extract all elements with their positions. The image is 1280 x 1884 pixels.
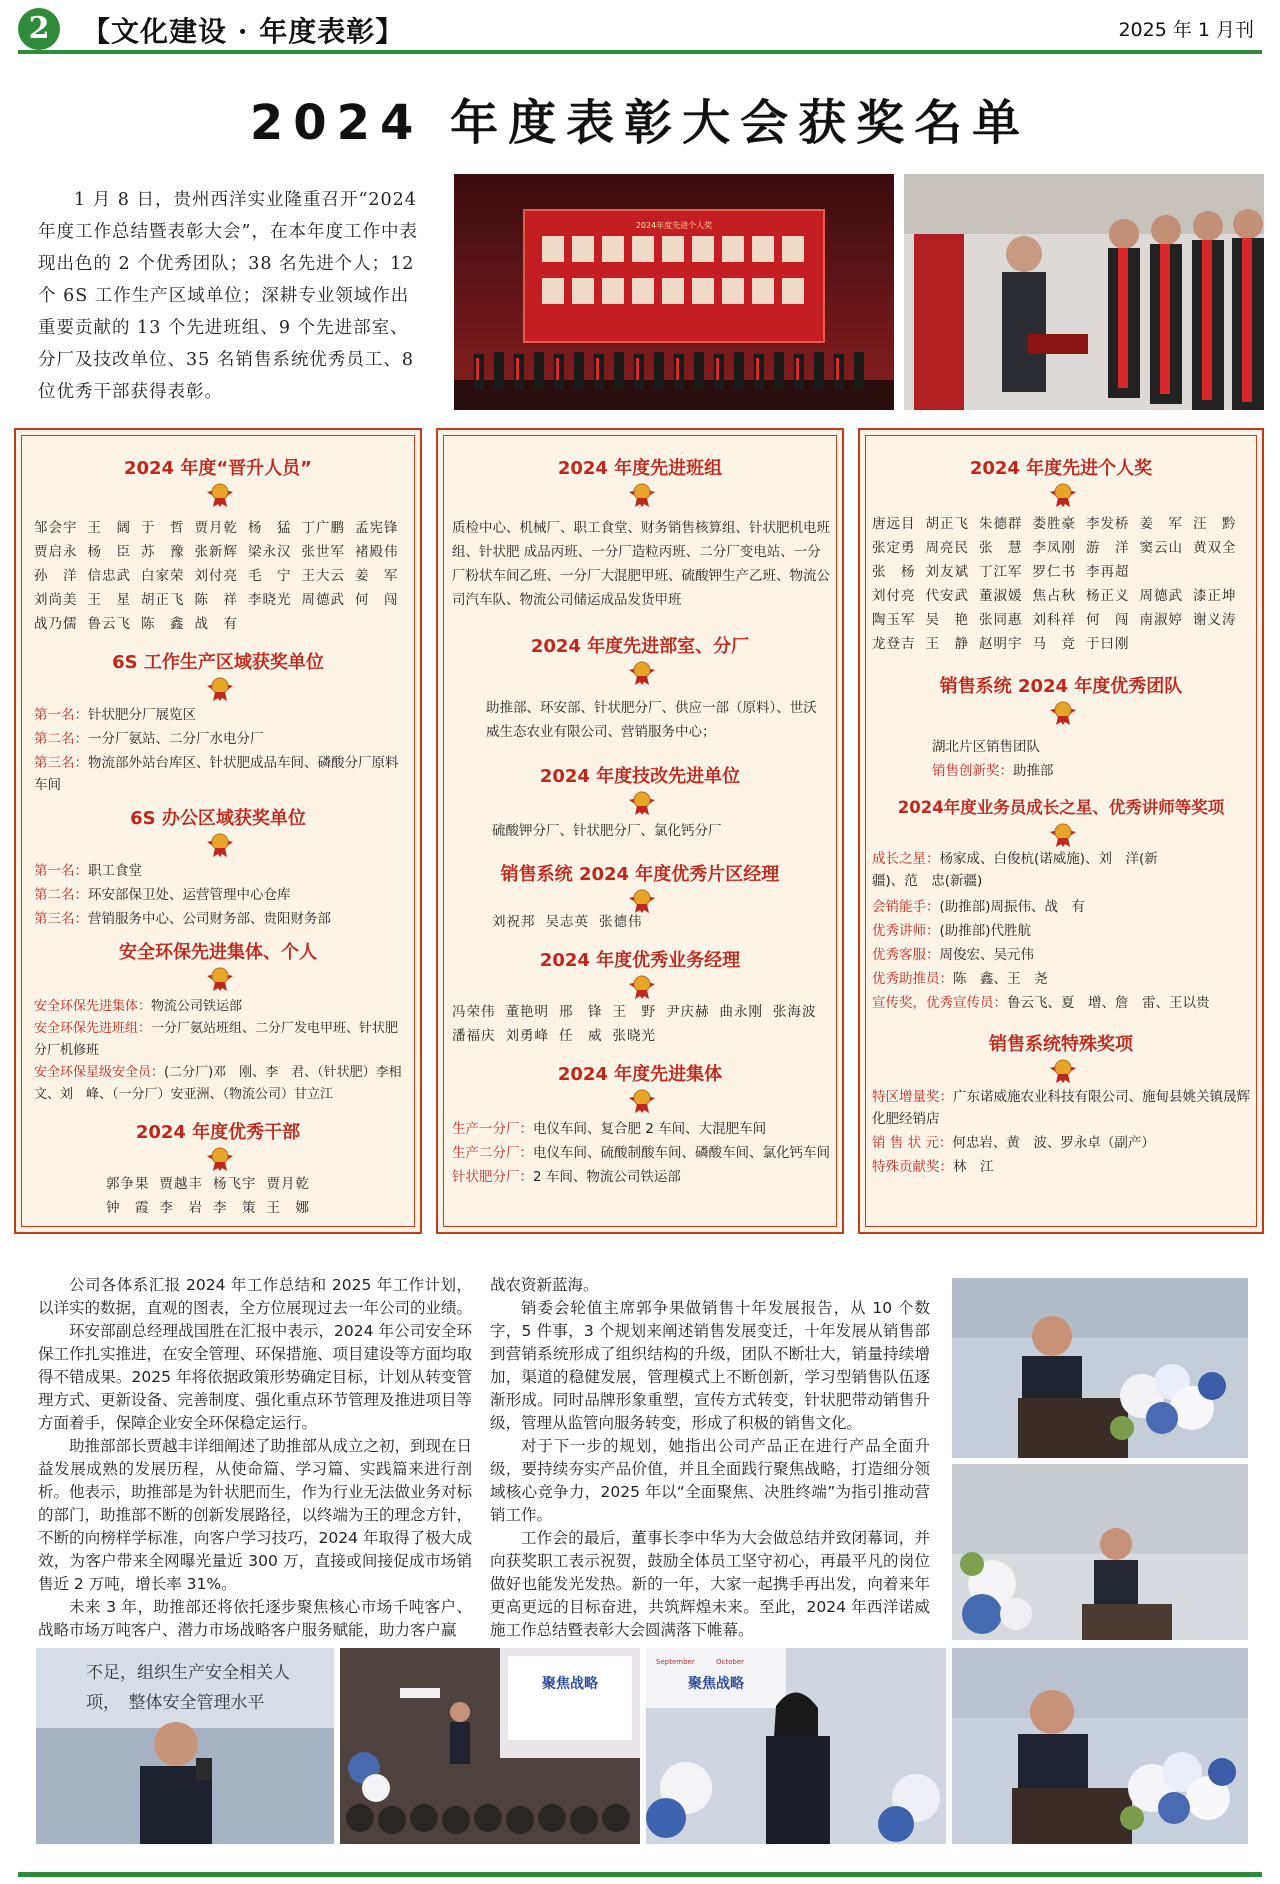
person-name: 于 哲	[141, 520, 185, 536]
person-name: 陈 鑫	[141, 616, 185, 632]
special-increment: 特区增量奖：广东诺威施农业科技有限公司、施甸县姚关镇晟辉化肥经销店	[872, 1089, 1250, 1127]
person-name: 李凤刚	[1032, 540, 1076, 556]
biz-manager-names	[452, 1000, 842, 1048]
speaker-photo-3	[36, 1648, 334, 1844]
article-paragraph: 环安部副总经理战国胜在汇报中表示，2024 年公司安全环保工作扎实推进，在安全管理、环保措施、项目建设等方面均取得不错成果。2025 年将依据政策形势确定目标，计划从转变管理方式、更新设备、完善制度、强化重点环节管理及推进项目等方面着手，保障企业安全环保稳定运行。	[38, 1322, 473, 1432]
biz-manager-title: 2024 年度优秀业务经理	[539, 950, 741, 971]
person-name: 何 闯	[355, 592, 399, 608]
growth-service: 优秀客服：周俊宏、吴元伟	[872, 947, 1034, 963]
person-name: 陶玉军	[872, 612, 916, 628]
intro-paragraph: 1 月 8 日，贵州西洋实业隆重召开“2024 年度工作总结暨表彰大会”，在本年度工作中表现出色的 2 个优秀团队；38 名先进个人；12 个 6S 工作生产区域单位；深耕专业领域作出重要贡献的 13 个先进班组、9 个先进部室、分厂及技改单位、35 名销售系统优秀员工、8 位优秀干部获得表彰。	[38, 190, 418, 402]
name-row	[452, 1000, 842, 1024]
s6-office-first: 第一名：职工食堂	[34, 863, 142, 879]
medal-icon	[205, 1142, 235, 1172]
area-manager-title: 销售系统 2024 年度优秀片区经理	[500, 864, 780, 885]
article-paragraph: 工作会的最后，董事长李中华为大会做总结并致闭幕词，并向获奖职工表示祝贺，鼓励全体员工坚守初心，再最平凡的岗位做好也能发光发热。新的一年，大家一起携手再出发，向着来年更高更远的目标奋进，共筑辉煌未来。至此，2024 年西洋诺威施工作总结暨表彰大会圆满落下帷幕。	[490, 1529, 930, 1639]
name-row	[34, 564, 414, 588]
s6-production-third: 第三名：物流部外站台库区、针状肥成品车间、磷酸分厂原料车间	[34, 755, 399, 793]
s6-office-third: 第三名：营销服务中心、公司财务部、贵阳财务部	[34, 911, 331, 927]
article-paragraph: 公司各体系汇报 2024 年工作总结和 2025 年工作计划，以详实的数据，直观的图表，全方位展现过去一年公司的业绩。	[38, 1276, 473, 1317]
name-row	[872, 632, 1262, 656]
person-name: 刘友斌	[925, 564, 969, 580]
person-name: 王 野	[612, 1004, 656, 1020]
person-name: 尹庆赫	[666, 1004, 710, 1020]
person-name: 赵明宇	[979, 636, 1023, 652]
person-name: 陈 祥	[194, 592, 238, 608]
collective-plant1: 生产一分厂：电仪车间、复合肥 2 车间、大混肥车间	[452, 1121, 767, 1137]
person-name: 姜 军	[355, 568, 399, 584]
person-name: 张德伟	[599, 914, 643, 930]
promoted-title: 2024 年度“晋升人员”	[123, 458, 313, 479]
medal-icon	[627, 656, 657, 686]
page-title: 2024 年度表彰大会获奖名单	[249, 95, 1031, 151]
growth-sales-expert: 会销能手：(助推部)周振伟、战 有	[872, 899, 1086, 915]
medal-icon	[1048, 696, 1078, 726]
person-name: 张晓光	[612, 1028, 656, 1044]
person-name: 刘祝邦	[492, 914, 536, 930]
article-column-middle	[490, 1274, 930, 1642]
tech-list: 硫酸钾分厂、针状肥分厂、氯化钙分厂	[492, 823, 722, 839]
person-name: 刘付亮	[872, 588, 916, 604]
name-row	[34, 516, 414, 540]
person-name: 罗仁书	[1032, 564, 1076, 580]
person-name: 杨 臣	[87, 544, 131, 560]
person-name: 何 闯	[1086, 612, 1130, 628]
person-name: 周亮民	[925, 540, 969, 556]
person-name: 孙 洋	[34, 568, 78, 584]
slide-text-line-1: 不足，组织生产安全相关人	[86, 1663, 290, 1683]
page-number-badge: 2	[18, 8, 60, 50]
slide-text-line-2: 项， 整体安全管理水平	[86, 1693, 265, 1713]
person-name: 周德武	[301, 592, 345, 608]
growth-star: 成长之星：杨家成、白俊杭(诺威施)、刘 洋(新疆)、范 忠(新疆)	[872, 851, 1158, 889]
article-paragraph: 助推部部长贾越丰详细阐述了助推部从成立之初，到现在日益发展成熟的发展历程，从使命篇、学习篇、实践篇来进行剖析。他表示，助推部是为针状肥而生，作为行业无法做业务对标的部门，助推部不断的创新发展路径，以终端为王的理念方针，不断的向榜样学标准，向客户学习技巧，2024 年取得了极大成效，为客户带来全网曝光量近 300 万，直接或间接促成市场销售近 2 万吨，增长率 31%。	[38, 1437, 473, 1593]
person-name: 王 静	[925, 636, 969, 652]
growth-title: 2024年度业务员成长之星、优秀讲师等奖项	[897, 798, 1225, 817]
footer-rule	[18, 1872, 1262, 1877]
person-name: 周德武	[1139, 588, 1183, 604]
collective-needle: 针状肥分厂：2 车间、物流公司铁运部	[452, 1169, 681, 1185]
person-name: 战 有	[194, 616, 238, 632]
medal-icon	[1048, 478, 1078, 508]
medal-icon	[1048, 1054, 1078, 1084]
person-name: 漆正坤	[1193, 588, 1237, 604]
s6-office-title: 6S 办公区域获奖单位	[130, 808, 306, 829]
person-name: 贾月乾	[194, 520, 238, 536]
area-manager-names	[492, 910, 832, 934]
person-name: 李 策	[213, 1200, 257, 1216]
screen-title-text: 2024年度先进个人奖	[635, 221, 713, 230]
special-contribution: 特殊贡献奖：林 江	[872, 1159, 994, 1175]
person-name: 游 洋	[1086, 540, 1130, 556]
speaker-photo-1	[952, 1278, 1248, 1458]
medal-icon	[627, 478, 657, 508]
person-name: 曲永刚	[719, 1004, 763, 1020]
person-name: 王 阔	[87, 520, 131, 536]
name-row	[34, 612, 414, 636]
article-column-left	[38, 1274, 472, 1642]
person-name: 马 竞	[1032, 636, 1076, 652]
person-name: 梁永汉	[248, 544, 292, 560]
name-row	[106, 1196, 406, 1220]
calendar-month-1: September	[656, 1658, 695, 1666]
person-name: 吴志英	[545, 914, 589, 930]
special-title: 销售系统特殊奖项	[989, 1034, 1133, 1055]
person-name: 王 娜	[266, 1200, 310, 1216]
person-name: 贾越丰	[159, 1176, 203, 1192]
person-name: 代安武	[925, 588, 969, 604]
person-name: 郭争果	[106, 1176, 150, 1192]
growth-lecturer: 优秀讲师：(助推部)代胜航	[872, 923, 1032, 939]
person-name: 焦占秋	[1032, 588, 1076, 604]
sales-team-winner: 湖北片区销售团队	[932, 739, 1040, 755]
person-name: 刘勇峰	[505, 1028, 549, 1044]
medal-icon	[205, 672, 235, 702]
person-name: 李 岩	[159, 1200, 203, 1216]
person-name: 谢义涛	[1193, 612, 1237, 628]
award-presentation-photo	[904, 174, 1264, 410]
collective-title: 2024 年度先进集体	[557, 1064, 723, 1085]
person-name: 龙登吉	[872, 636, 916, 652]
calendar-headline: 聚焦战略	[688, 1676, 744, 1692]
person-name: 娄胜豪	[1032, 516, 1076, 532]
article-paragraph: 销委会轮值主席郭争果做销售十年发展报告，从 10 个数字，5 件事，3 个规划来阐述销售发展变迁，十年发展从销售部到营销系统形成了组织结构的升级，团队不断壮大，销量持续增加，渠道的稳健发展，管理模式上不断创新，学习型销售队伍逐渐形成。同时品牌形象重塑，宣传方式转变，针状肥带动销售升级，管理从监管向服务转变，形成了积极的销售文化。	[490, 1299, 930, 1432]
person-name: 胡正飞	[925, 516, 969, 532]
sales-innovation-award: 销售创新奖：助推部	[932, 763, 1054, 779]
person-name: 丁广鹏	[301, 520, 345, 536]
person-name: 战乃儒	[34, 616, 78, 632]
person-name: 鲁云飞	[87, 616, 131, 632]
issue-date: 2025 年 1 月刊	[1118, 19, 1254, 41]
safety-collective: 安全环保先进集体：物流公司铁运部	[34, 999, 243, 1014]
safety-team: 安全环保先进班组：一分厂氨站班组、二分厂发电甲班、针状肥分厂机修班	[34, 1021, 399, 1058]
person-name: 潘福庆	[452, 1028, 496, 1044]
person-name: 张世军	[301, 544, 345, 560]
article-paragraph: 对于下一步的规划，她指出公司产品正在进行产品全面升级，要持续夯实产品价值，并且全面践行聚焦战略，打造细分领域核心竞争力，2025 年以“全面聚焦、决胜终端”为指引推动营销工作。	[490, 1437, 930, 1524]
person-name: 王 星	[87, 592, 131, 608]
article-paragraph: 未来 3 年，助推部还将依托逐步聚焦核心市场千吨客户、战略市场万吨客户、潜力市场战略客户服务赋能，助力客户赢	[38, 1598, 472, 1639]
venue-photo	[340, 1648, 640, 1844]
person-name: 朱德群	[979, 516, 1023, 532]
person-name: 李再超	[1086, 564, 1130, 580]
person-name: 董艳明	[505, 1004, 549, 1020]
person-name: 张定勇	[872, 540, 916, 556]
medal-icon	[627, 970, 657, 1000]
name-row	[34, 540, 414, 564]
person-name: 毛 宁	[248, 568, 292, 584]
person-name: 邢 锋	[559, 1004, 603, 1020]
stage-group-photo	[454, 174, 894, 410]
growth-promoter: 优秀助推员：陈 鑫、王 尧	[872, 971, 1048, 987]
middle-awards-panel	[436, 428, 844, 1234]
sales-team-title: 销售系统 2024 年度优秀团队	[939, 676, 1183, 697]
person-name: 于曰刚	[1086, 636, 1130, 652]
name-row	[872, 584, 1262, 608]
person-name: 李晓光	[248, 592, 292, 608]
medal-icon	[1048, 818, 1078, 848]
person-name: 任 威	[559, 1028, 603, 1044]
safety-title: 安全环保先进集体、个人	[119, 942, 317, 963]
person-name: 张 杨	[872, 564, 916, 580]
medal-icon	[205, 962, 235, 992]
speaker-photo-4	[646, 1648, 946, 1844]
person-name: 杨正义	[1086, 588, 1130, 604]
s6-production-title: 6S 工作生产区域获奖单位	[112, 652, 324, 673]
individual-names-list	[872, 512, 1262, 656]
tech-title: 2024 年度技改先进单位	[539, 766, 741, 787]
person-name: 信忠武	[87, 568, 131, 584]
person-name: 胡正飞	[141, 592, 185, 608]
section-title: 【文化建设 · 年度表彰】	[82, 15, 405, 48]
person-name: 刘科祥	[1032, 612, 1076, 628]
person-name: 王大云	[301, 568, 345, 584]
promoted-names-list	[34, 516, 414, 636]
cadre-title: 2024 年度优秀干部	[135, 1122, 301, 1143]
teams-title: 2024 年度先进班组	[557, 458, 723, 479]
person-name: 窦云山	[1139, 540, 1183, 556]
s6-office-second: 第二名：环安部保卫处、运营管理中心仓库	[34, 887, 291, 903]
person-name: 张海波	[773, 1004, 817, 1020]
person-name: 褚殿伟	[355, 544, 399, 560]
safety-officers: 安全环保星级安全员：(二分厂)邓 刚、李 君、（针状肥）李相文、刘 峰、（一分厂）安亚洲、（物流公司）甘立江	[34, 1065, 402, 1102]
special-champion: 销 售 状 元：何忠岩、黄 波、罗永卓（副产）	[872, 1135, 1155, 1151]
dept-title: 2024 年度先进部室、分厂	[530, 636, 750, 657]
person-name: 李发桥	[1086, 516, 1130, 532]
person-name: 唐远目	[872, 516, 916, 532]
medal-icon	[205, 828, 235, 858]
person-name: 董淑媛	[979, 588, 1023, 604]
speaker-photo-2	[952, 1464, 1248, 1640]
page-header	[0, 0, 1280, 52]
slide-headline: 聚焦战略	[542, 1676, 598, 1692]
person-name: 南淑婷	[1139, 612, 1183, 628]
header-rule	[18, 50, 1262, 54]
name-row	[34, 588, 414, 612]
medal-icon	[627, 786, 657, 816]
medal-icon	[627, 1084, 657, 1114]
name-row	[872, 560, 1262, 584]
individual-title: 2024 年度先进个人奖	[969, 458, 1153, 479]
name-row	[106, 1172, 406, 1196]
dept-list: 助推部、环安部、针状肥分厂、供应一部（原料）、世沃威生态农业有限公司、营销服务中心；	[486, 700, 817, 740]
person-name: 刘付亮	[194, 568, 238, 584]
name-row	[872, 512, 1262, 536]
person-name: 丁江军	[979, 564, 1023, 580]
right-awards-panel	[858, 428, 1264, 1234]
person-name: 张同惠	[979, 612, 1023, 628]
collective-plant2: 生产二分厂：电仪车间、硫酸制酸车间、磷酸车间、氯化钙车间	[452, 1145, 830, 1161]
person-name: 贾启永	[34, 544, 78, 560]
person-name: 张新辉	[194, 544, 238, 560]
person-name: 黄双全	[1193, 540, 1237, 556]
teams-list: 质检中心、机械厂、职工食堂、财务销售核算组、针状肥机电班组、针状肥 成品丙班、一分厂造粒丙班、二分厂变电站、一分厂粉状车间乙班、一分厂大混肥甲班、硫酸钾生产乙班、物流公司汽车队、物流公司储运成品发货甲班	[452, 520, 830, 608]
medal-icon	[205, 478, 235, 508]
s6-production-second: 第二名：一分厂氨站、二分厂水电分厂	[34, 731, 264, 747]
s6-production-first: 第一名：针状肥分厂展览区	[34, 707, 196, 723]
growth-publicity: 宣传奖，优秀宣传员：鲁云飞、夏 增、詹 雷、王以贵	[872, 995, 1210, 1011]
person-name: 刘尚美	[34, 592, 78, 608]
person-name: 孟宪锋	[355, 520, 399, 536]
person-name: 钟 霞	[106, 1200, 150, 1216]
person-name: 吴 艳	[925, 612, 969, 628]
person-name: 白家荣	[141, 568, 185, 584]
person-name: 苏 豫	[141, 544, 185, 560]
person-name: 张 慧	[979, 540, 1023, 556]
speaker-photo-5	[952, 1648, 1248, 1844]
name-row	[452, 1024, 842, 1048]
person-name: 邹会宇	[34, 520, 78, 536]
article-paragraph: 战农资新蓝海。	[490, 1276, 599, 1294]
calendar-month-2: October	[716, 1658, 745, 1666]
person-name: 杨飞宇	[213, 1176, 257, 1192]
cadre-names-list	[106, 1172, 406, 1220]
person-name: 贾月乾	[266, 1176, 310, 1192]
name-row	[872, 536, 1262, 560]
person-name: 汪 黔	[1193, 516, 1237, 532]
person-name: 姜 军	[1139, 516, 1183, 532]
left-awards-panel	[14, 428, 422, 1234]
person-name: 杨 猛	[248, 520, 292, 536]
name-row	[872, 608, 1262, 632]
person-name: 冯荣伟	[452, 1004, 496, 1020]
